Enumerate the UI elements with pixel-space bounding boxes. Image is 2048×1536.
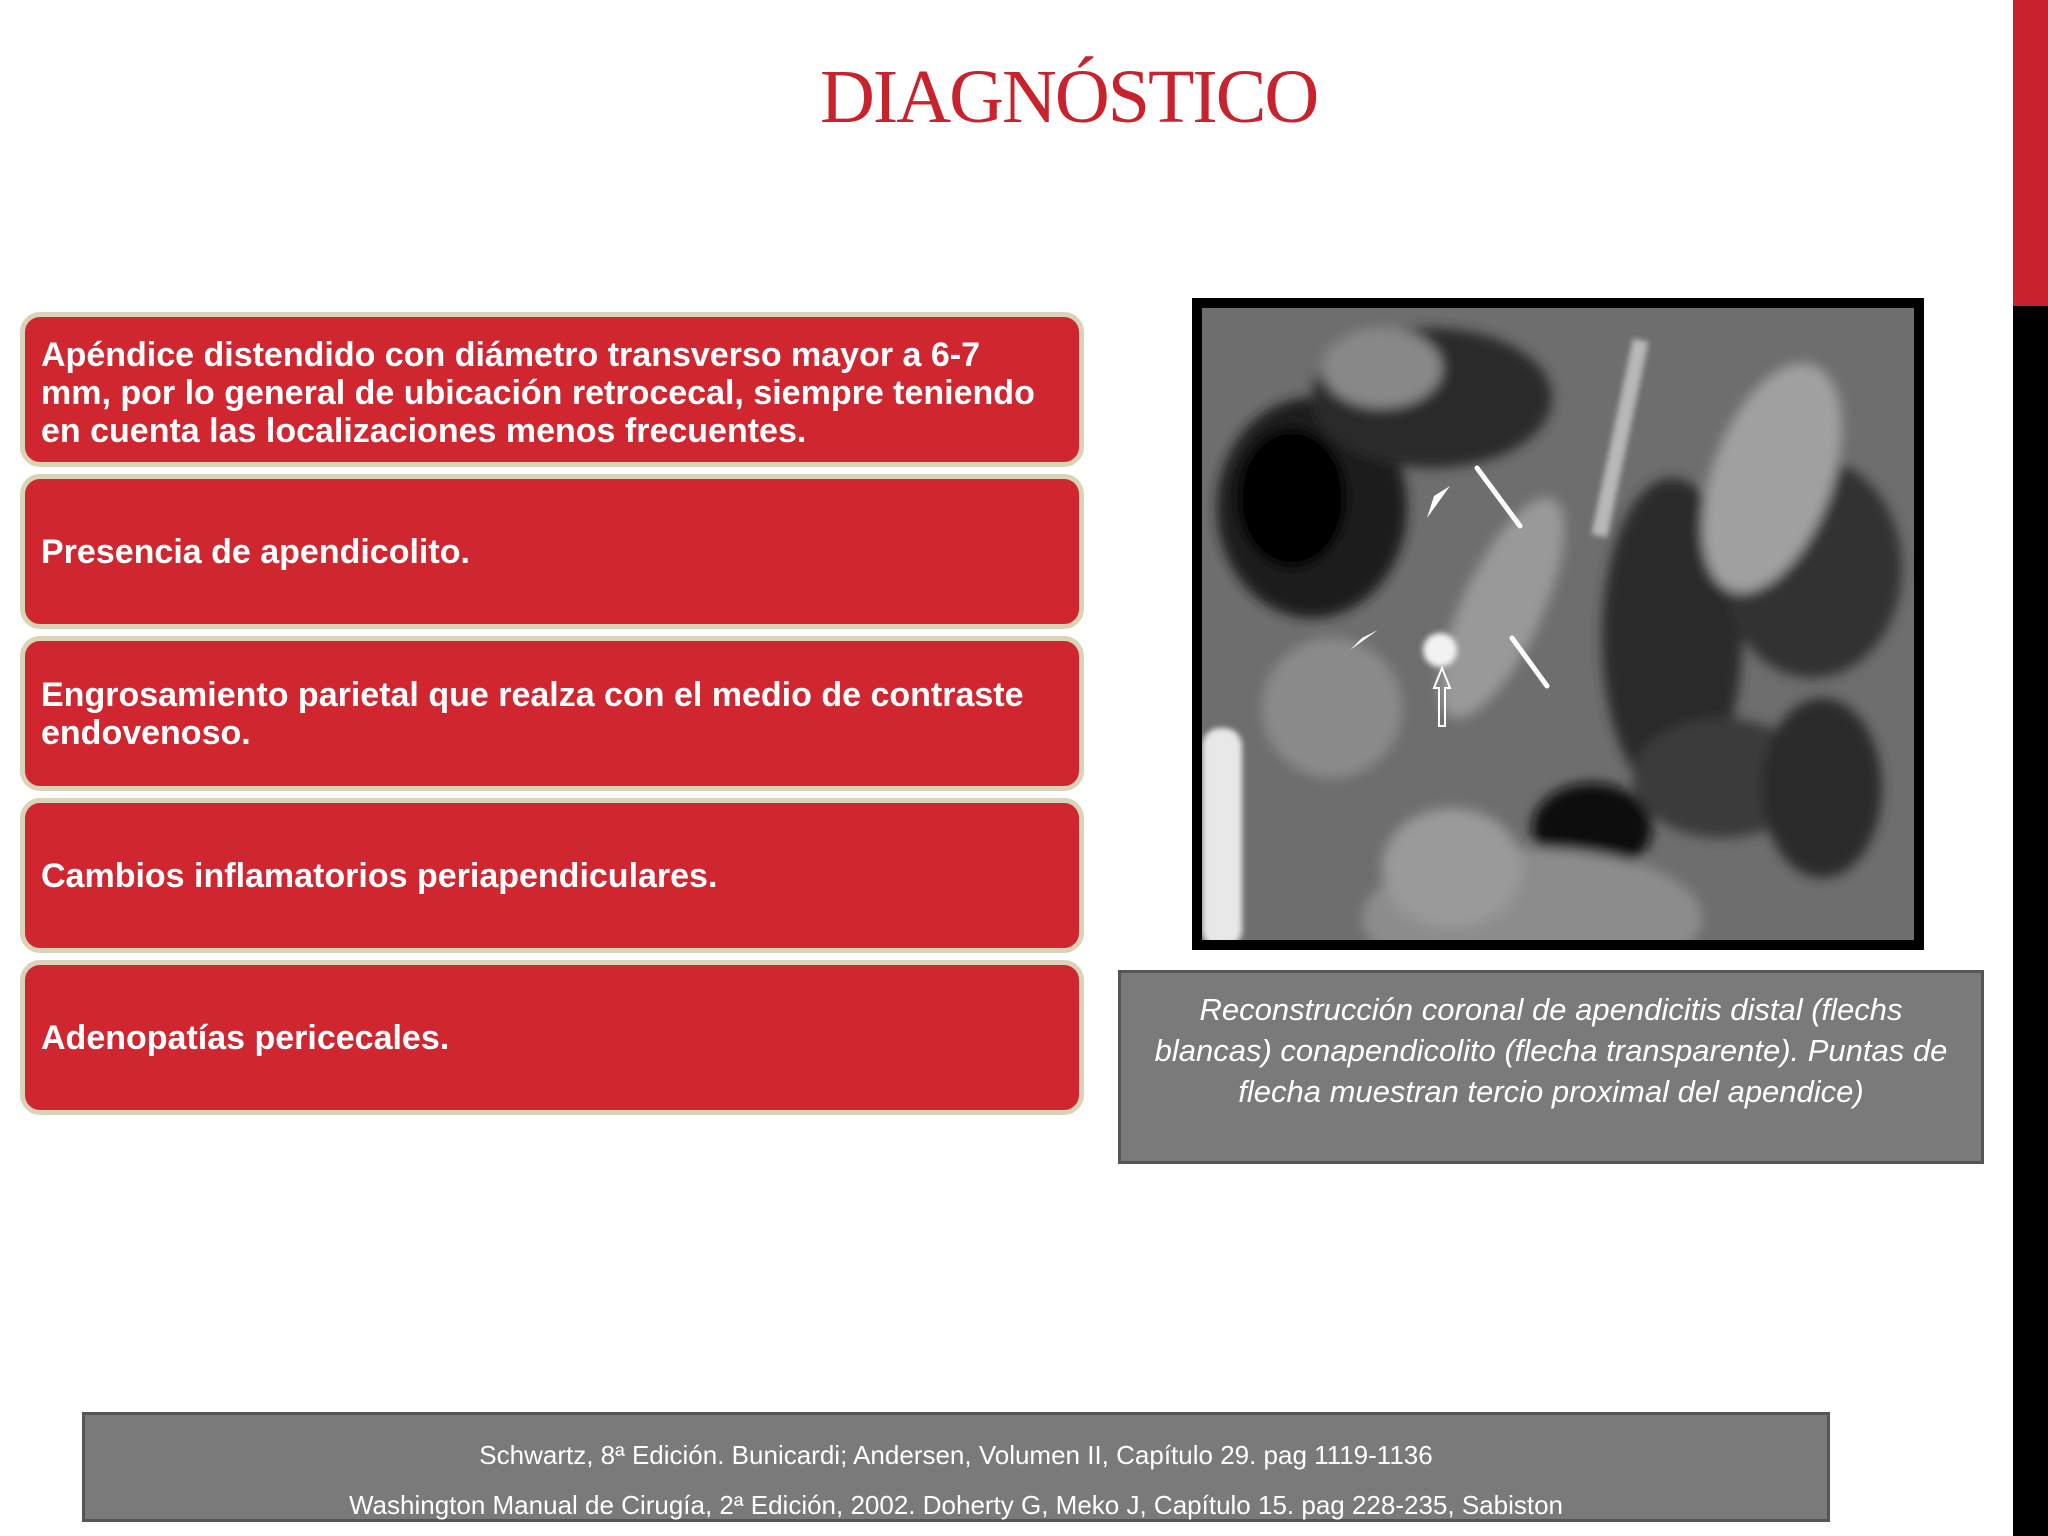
edge-bar-red bbox=[2013, 0, 2048, 306]
diagnostic-list bbox=[20, 312, 1084, 1122]
list-item: Engrosamiento parietal que realza con el medio de contraste endovenoso. bbox=[20, 636, 1084, 791]
ct-scan-image bbox=[1192, 298, 1924, 950]
list-item: Presencia de apendicolito. bbox=[20, 474, 1084, 629]
reference-line: Schwartz, 8ª Edición. Bunicardi; Andersen, Volumen II, Capítulo 29. pag 1119-1136 bbox=[479, 1440, 1433, 1470]
list-item: Adenopatías pericecales. bbox=[20, 960, 1084, 1115]
reference-line: Washington Manual de Cirugía, 2ª Edición, 2002. Doherty G, Meko J, Capítulo 15. pag 228-235, Sabiston bbox=[348, 1490, 1564, 1520]
list-item: Cambios inflamatorios periapendiculares. bbox=[20, 798, 1084, 953]
list-item: Apéndice distendido con diámetro transverso mayor a 6-7 mm, por lo general de ubicación retrocecal, siempre teniendo en cuenta las localizaciones menos frecuentes. bbox=[20, 312, 1084, 467]
ct-scan-graphic bbox=[1202, 308, 1914, 940]
edge-bar-black bbox=[2013, 306, 2048, 1536]
image-caption: Reconstrucción coronal de apendicitis distal (flechs blancas) conapendicolito (flecha transparente). Puntas de flecha muestran tercio proximal del apendice) bbox=[1118, 970, 1984, 1164]
slide-title: DIAGNÓSTICO bbox=[820, 55, 1318, 139]
references-box bbox=[82, 1412, 1830, 1522]
